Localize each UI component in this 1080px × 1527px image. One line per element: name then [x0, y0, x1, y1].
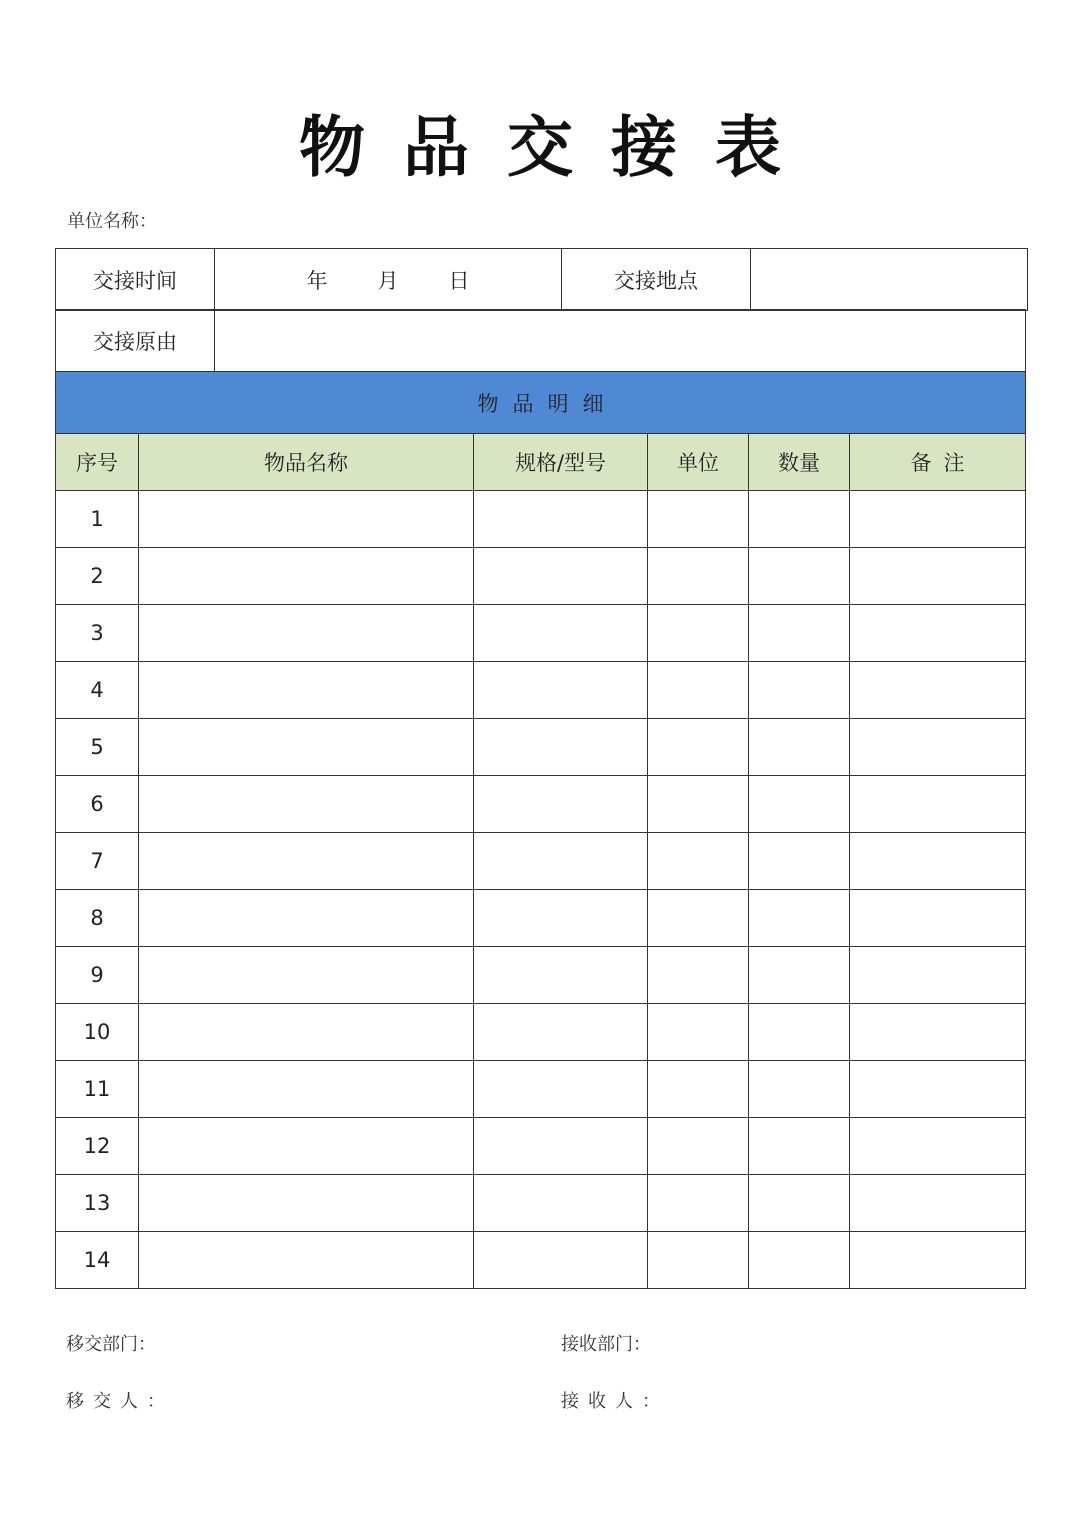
row-seq: 6 — [56, 776, 139, 833]
qty-cell[interactable] — [749, 1232, 850, 1289]
spec-cell[interactable] — [474, 1004, 648, 1061]
row-seq: 3 — [56, 605, 139, 662]
qty-cell[interactable] — [749, 890, 850, 947]
qty-cell[interactable] — [749, 1061, 850, 1118]
page-title: 物品交接表 — [299, 109, 819, 186]
name-cell[interactable] — [139, 605, 474, 662]
table-row — [56, 1175, 1026, 1232]
remark-cell[interactable] — [850, 719, 1026, 776]
qty-cell[interactable] — [749, 833, 850, 890]
spec-cell[interactable] — [474, 719, 648, 776]
info-table — [55, 248, 1028, 311]
table-row — [56, 605, 1026, 662]
name-cell[interactable] — [139, 947, 474, 1004]
name-cell[interactable] — [139, 548, 474, 605]
remark-cell[interactable] — [850, 605, 1026, 662]
unit-cell[interactable] — [648, 1004, 749, 1061]
qty-cell[interactable] — [749, 605, 850, 662]
spec-cell[interactable] — [474, 662, 648, 719]
remark-cell[interactable] — [850, 776, 1026, 833]
unit-name-label: 单位名称： — [67, 211, 157, 232]
name-cell[interactable] — [139, 833, 474, 890]
table-row — [56, 548, 1026, 605]
row-seq: 1 — [56, 491, 139, 548]
col-header-seq: 序号 — [56, 434, 139, 491]
spec-cell[interactable] — [474, 491, 648, 548]
table-row — [56, 1061, 1026, 1118]
table-row — [56, 833, 1026, 890]
row-seq: 7 — [56, 833, 139, 890]
table-row — [56, 491, 1026, 548]
handover-date-field[interactable] — [215, 249, 562, 311]
handover-reason-field[interactable] — [215, 310, 1025, 371]
table-row — [56, 890, 1026, 947]
handover-place-field[interactable] — [751, 249, 1028, 311]
row-seq: 5 — [56, 719, 139, 776]
handover-reason-label: 交接原由 — [56, 310, 215, 371]
unit-cell[interactable] — [648, 776, 749, 833]
qty-cell[interactable] — [749, 719, 850, 776]
table-row — [56, 776, 1026, 833]
remark-cell[interactable] — [850, 833, 1026, 890]
row-seq: 14 — [56, 1232, 139, 1289]
remark-cell[interactable] — [850, 1004, 1026, 1061]
row-seq: 11 — [56, 1061, 139, 1118]
qty-cell[interactable] — [749, 491, 850, 548]
unit-cell[interactable] — [648, 890, 749, 947]
spec-cell[interactable] — [474, 605, 648, 662]
column-header-row — [56, 434, 1026, 491]
col-header-unit: 单位 — [648, 434, 749, 491]
transfer-person-label: 移交人： — [66, 1391, 174, 1412]
name-cell[interactable] — [139, 1118, 474, 1175]
table-row — [56, 947, 1026, 1004]
spec-cell[interactable] — [474, 548, 648, 605]
spec-cell[interactable] — [474, 1118, 648, 1175]
handover-place-label: 交接地点 — [562, 249, 751, 311]
unit-cell[interactable] — [648, 947, 749, 1004]
remark-cell[interactable] — [850, 548, 1026, 605]
table-row — [56, 662, 1026, 719]
section-header — [56, 372, 1026, 434]
receive-person-label: 接收人： — [561, 1391, 669, 1412]
unit-cell[interactable] — [648, 605, 749, 662]
row-seq: 9 — [56, 947, 139, 1004]
row-seq: 8 — [56, 890, 139, 947]
table-row — [56, 1004, 1026, 1061]
row-seq: 10 — [56, 1004, 139, 1061]
col-header-remark: 备注 — [850, 434, 1026, 491]
name-cell[interactable] — [139, 662, 474, 719]
handover-time-label: 交接时间 — [56, 249, 215, 311]
qty-cell[interactable] — [749, 776, 850, 833]
receive-dept-label: 接收部门： — [561, 1334, 651, 1355]
unit-cell[interactable] — [648, 1118, 749, 1175]
remark-cell[interactable] — [850, 890, 1026, 947]
unit-cell[interactable] — [648, 719, 749, 776]
remark-cell[interactable] — [850, 1061, 1026, 1118]
qty-cell[interactable] — [749, 1118, 850, 1175]
remark-cell[interactable] — [850, 662, 1026, 719]
name-cell[interactable] — [139, 1175, 474, 1232]
row-seq: 4 — [56, 662, 139, 719]
unit-cell[interactable] — [648, 1232, 749, 1289]
remark-cell[interactable] — [850, 491, 1026, 548]
day-label: 日 — [448, 268, 470, 293]
spec-cell[interactable] — [474, 776, 648, 833]
spec-cell[interactable] — [474, 1175, 648, 1232]
unit-cell[interactable] — [648, 491, 749, 548]
spec-cell[interactable] — [474, 833, 648, 890]
spec-cell[interactable] — [474, 890, 648, 947]
remark-cell[interactable] — [850, 1232, 1026, 1289]
name-cell[interactable] — [139, 1232, 474, 1289]
section-title: 物品明细 — [56, 372, 1026, 434]
remark-cell[interactable] — [850, 947, 1026, 1004]
month-label: 月 — [377, 268, 399, 293]
col-header-name: 物品名称 — [139, 434, 474, 491]
transfer-dept-label: 移交部门： — [66, 1334, 156, 1355]
qty-cell[interactable] — [749, 947, 850, 1004]
row-seq: 12 — [56, 1118, 139, 1175]
spec-cell[interactable] — [474, 947, 648, 1004]
spec-cell[interactable] — [474, 1061, 648, 1118]
name-cell[interactable] — [139, 1004, 474, 1061]
handover-table — [55, 309, 1026, 1289]
unit-cell[interactable] — [648, 1175, 749, 1232]
remark-cell[interactable] — [850, 1118, 1026, 1175]
name-cell[interactable] — [139, 491, 474, 548]
year-label: 年 — [306, 268, 328, 293]
row-seq: 2 — [56, 548, 139, 605]
name-cell[interactable] — [139, 719, 474, 776]
table-row — [56, 1118, 1026, 1175]
row-seq: 13 — [56, 1175, 139, 1232]
unit-cell[interactable] — [648, 662, 749, 719]
qty-cell[interactable] — [749, 548, 850, 605]
qty-cell[interactable] — [749, 1175, 850, 1232]
name-cell[interactable] — [139, 890, 474, 947]
unit-cell[interactable] — [648, 1061, 749, 1118]
qty-cell[interactable] — [749, 1004, 850, 1061]
qty-cell[interactable] — [749, 662, 850, 719]
info-row-time — [56, 249, 1028, 311]
col-header-spec: 规格/型号 — [474, 434, 648, 491]
col-header-qty: 数量 — [749, 434, 850, 491]
table-row — [56, 719, 1026, 776]
name-cell[interactable] — [139, 776, 474, 833]
unit-cell[interactable] — [648, 548, 749, 605]
spec-cell[interactable] — [474, 1232, 648, 1289]
unit-cell[interactable] — [648, 833, 749, 890]
table-row — [56, 1232, 1026, 1289]
name-cell[interactable] — [139, 1061, 474, 1118]
remark-cell[interactable] — [850, 1175, 1026, 1232]
info-row-reason — [56, 310, 1026, 372]
